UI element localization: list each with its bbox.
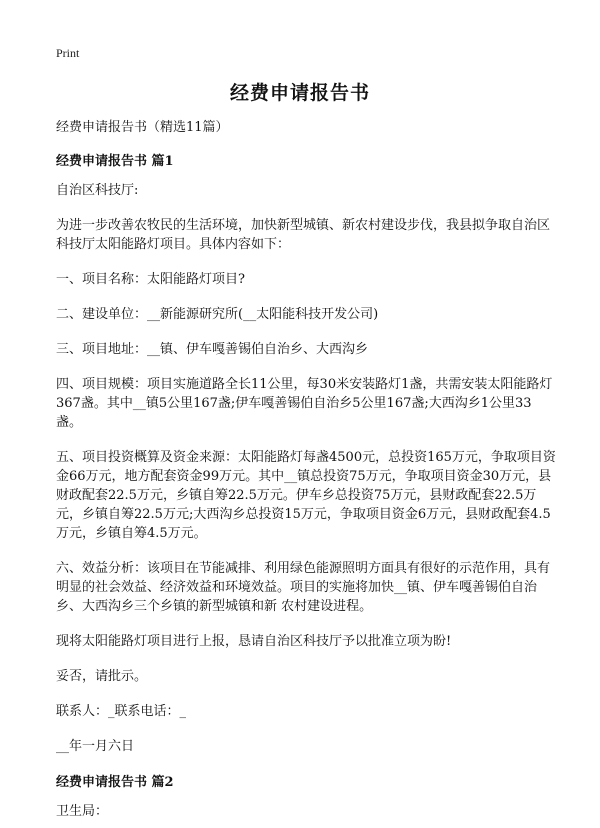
- item-construction-unit: 二、建设单位：__新能源研究所(__太阳能科技开发公司): [56, 307, 379, 322]
- document-subtitle: 经费申请报告书（精选11篇）: [56, 120, 229, 135]
- contact-line: 联系人：_联系电话：_: [56, 704, 187, 719]
- item-investment: 五、项目投资概算及资金来源：太阳能路灯每盏4500元，总投资165万元，争取项目资金66万元，地方配套资金99万元。其中__镇总投资75万元，争取项目资金30万元，县财政配套22.5万元，乡镇自筹22.5万元。伊车乡总投资75万元，县财政配套22.5万元，乡镇自筹22.5万元;大西沟乡总投资15万元，争取项目资金6万元，县财政配套4.5万元，乡镇自筹4.5万元。: [56, 450, 556, 541]
- item-project-name: 一、项目名称：太阳能路灯项目?: [56, 272, 245, 287]
- item-project-address: 三、项目地址：__镇、伊车嘎善锡伯自治乡、大西沟乡: [56, 342, 369, 357]
- date-line: __年一月六日: [56, 739, 135, 754]
- intro-paragraph: 为进一步改善农牧民的生活环境，加快新型城镇、新农村建设步伐，我县拟争取自治区科技厅太阳能路灯项目。具体内容如下：: [56, 218, 551, 252]
- print-label: Print: [56, 46, 80, 60]
- section-heading-1: 经费申请报告书 篇1: [56, 154, 174, 169]
- closing-line: 妥否，请批示。: [56, 669, 148, 684]
- salutation-2: 卫生局：: [56, 804, 109, 819]
- request-paragraph: 现将太阳能路灯项目进行上报，恳请自治区科技厅予以批准立项为盼!: [56, 634, 452, 649]
- document-title: 经费申请报告书: [229, 82, 370, 104]
- item-benefit-analysis: 六、效益分析：该项目在节能减排、利用绿色能源照明方面具有很好的示范作用，具有明显的社会效益、经济效益和环境效益。项目的实施将加快__镇、伊车嘎善锡伯自治乡、大西沟乡三个乡镇的新型城镇和新 农村建设进程。: [56, 561, 551, 614]
- section-heading-2: 经费申请报告书 篇2: [56, 775, 174, 790]
- salutation-1: 自治区科技厅:: [56, 183, 139, 198]
- item-project-scale: 四、项目规模：项目实施道路全长11公里，每30米安装路灯1盏，共需安装太阳能路灯367盏。其中__镇5公里167盏;伊车嘎善锡伯自治乡5公里167盏;大西沟乡1公里33盏。: [56, 377, 553, 430]
- document-body: [56, 118, 556, 828]
